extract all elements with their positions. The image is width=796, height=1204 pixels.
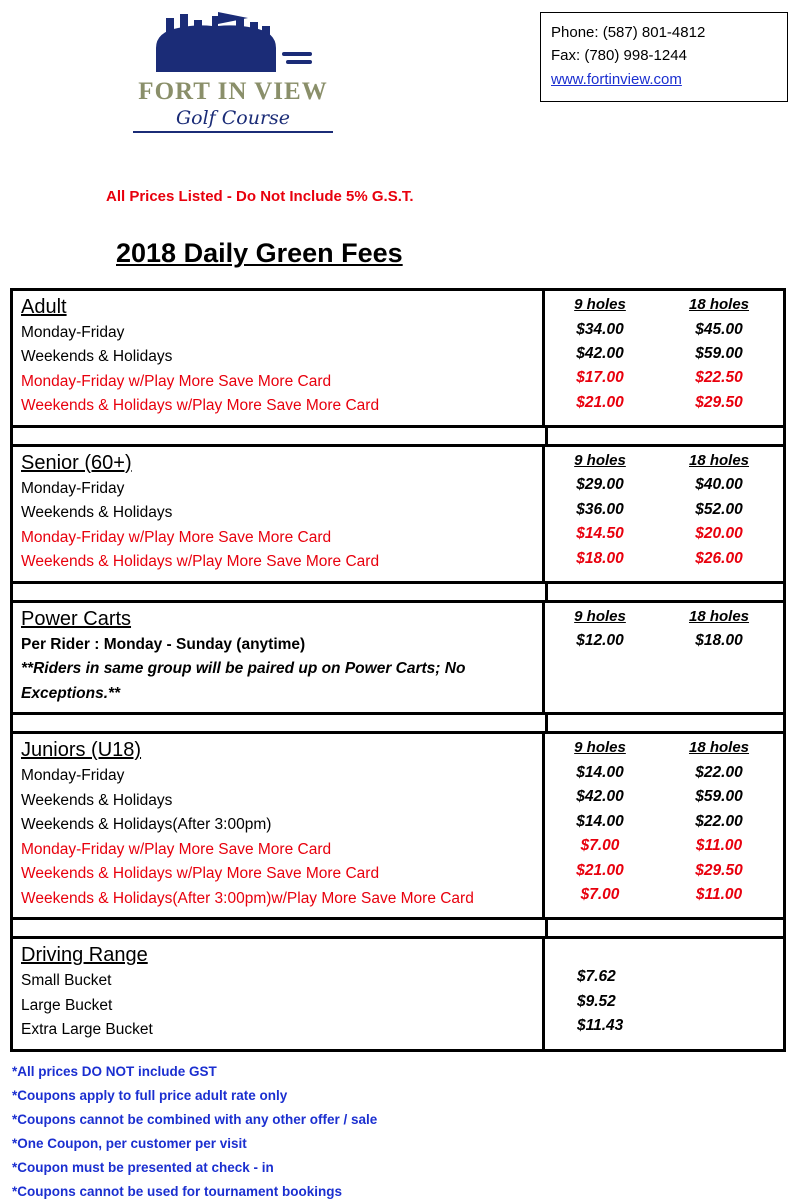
price-18: $59.00: [695, 788, 743, 806]
section-driving-range: [13, 939, 783, 1048]
row-label: Weekends & Holidays: [21, 348, 173, 366]
gst-note: All Prices Listed - Do Not Include 5% G.S.T.: [106, 188, 414, 205]
divider-right: [548, 428, 783, 444]
price-18: $11.00: [695, 837, 743, 855]
category-title: Power Carts: [21, 607, 132, 630]
row-label: Monday-Friday: [21, 324, 125, 341]
price-9: $14.00: [576, 812, 624, 830]
footnote-item: *All prices DO NOT include GST: [12, 1064, 217, 1079]
price-9: $7.00: [580, 837, 620, 855]
price-row: [545, 391, 783, 415]
price-9: $18.00: [576, 549, 624, 567]
price-row: [545, 498, 783, 522]
price-row: [545, 366, 783, 390]
section-divider: [13, 920, 783, 939]
price-9: $14.00: [576, 763, 624, 781]
row-label: Weekends & Holidays: [21, 504, 173, 522]
price-row: [545, 522, 783, 546]
fee-table: [10, 288, 786, 1052]
price-18: $40.00: [695, 476, 743, 494]
footnote-item: *Coupons cannot be used for tournament bookings: [12, 1184, 343, 1200]
footnote-item: *Coupon must be presented at check - in: [12, 1160, 274, 1176]
price-18: $45.00: [695, 320, 743, 338]
category-title: Driving Range: [21, 944, 148, 967]
price-9: $34.00: [576, 320, 624, 338]
price-18: $26.00: [695, 549, 743, 567]
price-18: $52.00: [695, 500, 743, 518]
section-juniors-labels: [13, 734, 545, 917]
row-label: Weekends & Holidays(After 3:00pm): [21, 816, 272, 834]
logo-subtitle: Golf Course: [175, 106, 291, 129]
row-label: Monday-Friday w/Play More Save More Card: [21, 528, 332, 546]
price-value: $11.43: [577, 1017, 624, 1035]
price-9: $42.00: [576, 788, 624, 806]
col-9-holes: 9 holes: [574, 296, 626, 313]
price-9: $42.00: [576, 344, 624, 362]
row-note: **Riders in same group will be paired up on Power Carts; No Exceptions.**: [21, 660, 466, 702]
website-link[interactable]: www.fortinview.com: [551, 70, 682, 88]
price-9: $36.00: [576, 500, 624, 518]
footnote-item: *One Coupon, per customer per visit: [12, 1136, 247, 1152]
section-juniors: [13, 734, 783, 920]
price-9: $17.00: [576, 369, 624, 387]
price-row: [545, 342, 783, 366]
price-18: $22.00: [695, 812, 743, 830]
price-9: $14.50: [576, 525, 624, 543]
col-18-holes: 18 holes: [688, 607, 750, 625]
price-row: [545, 883, 783, 907]
price-row: [545, 629, 783, 653]
page-title: 2018 Daily Green Fees: [116, 238, 403, 268]
col-9-holes: 9 holes: [574, 739, 626, 757]
category-title: Senior (60+): [21, 451, 132, 474]
row-label: Monday-Friday w/Play More Save More Card: [21, 372, 332, 390]
section-senior-labels: [13, 447, 545, 581]
fax-text: Fax: (780) 998-1244: [551, 47, 687, 65]
price-row: [545, 785, 783, 809]
price-spacer: [545, 943, 783, 965]
row-label: Weekends & Holidays w/Play More Save More Card: [21, 865, 380, 883]
document-header: [0, 0, 796, 268]
category-title: Adult: [21, 296, 67, 318]
castle-skyline-icon: [136, 8, 331, 76]
category-title: Juniors (U18): [21, 739, 142, 762]
section-power-carts: [13, 603, 783, 715]
col-18-holes: 18 holes: [688, 451, 750, 469]
price-row: [545, 859, 783, 883]
col-9-holes: 9 holes: [574, 607, 626, 625]
price-18: $22.50: [695, 369, 743, 387]
logo-name: FORT IN VIEW: [138, 78, 328, 105]
price-row: [545, 473, 783, 497]
divider-left: [13, 428, 548, 444]
price-header-row: [545, 738, 783, 758]
col-18-holes: 18 holes: [688, 296, 750, 313]
footnote-item: *Coupons cannot be combined with any other offer / sale: [12, 1112, 378, 1128]
row-label: Large Bucket: [21, 996, 113, 1014]
section-juniors-prices: [545, 734, 783, 917]
row-label: Extra Large Bucket: [21, 1021, 153, 1039]
row-label: Weekends & Holidays w/Play More Save More Card: [21, 553, 380, 571]
price-header-row: [545, 607, 783, 627]
phone-text: Phone: (587) 801-4812: [551, 24, 706, 41]
price-9: $7.00: [580, 886, 620, 904]
price-18: $29.50: [695, 393, 743, 411]
price-row: [545, 761, 783, 785]
section-adult-labels: [13, 291, 545, 425]
logo: [118, 8, 348, 133]
price-header-row: [545, 295, 783, 315]
price-18: $29.50: [695, 861, 743, 879]
row-label: Weekends & Holidays(After 3:00pm)w/Play More Save More Card: [21, 889, 474, 907]
row-label: Weekends & Holidays w/Play More Save More Card: [21, 397, 380, 415]
price-value: $7.62: [577, 968, 616, 986]
row-label: Monday-Friday w/Play More Save More Card: [21, 840, 332, 858]
section-adult-prices: [545, 291, 783, 425]
col-18-holes: 18 holes: [688, 739, 750, 757]
logo-divider: [133, 131, 333, 133]
price-row: [545, 318, 783, 342]
price-9: $29.00: [576, 476, 624, 494]
price-9: $21.00: [576, 861, 624, 879]
price-row: [545, 834, 783, 858]
row-label: Monday-Friday: [21, 767, 125, 785]
footnotes: [12, 1060, 377, 1204]
divider-left: [13, 584, 548, 600]
row-label: Weekends & Holidays: [21, 791, 173, 809]
price-header-row: [545, 451, 783, 471]
divider-left: [13, 715, 548, 731]
row-label: Monday-Friday: [21, 479, 125, 497]
section-divider: [13, 715, 783, 734]
section-driving-range-labels: [13, 939, 545, 1048]
price-18: $59.00: [695, 344, 743, 362]
footnote-item: *Coupons apply to full price adult rate only: [12, 1088, 288, 1104]
divider-right: [548, 715, 783, 731]
contact-box: [540, 12, 788, 102]
section-divider: [13, 584, 783, 603]
row-label: Per Rider : Monday - Sunday (anytime): [21, 635, 306, 653]
divider-left: [13, 920, 548, 936]
row-label: Small Bucket: [21, 972, 112, 990]
section-adult: [13, 291, 783, 428]
price-18: $22.00: [695, 763, 743, 781]
price-18: $18.00: [695, 632, 743, 650]
price-row: [545, 810, 783, 834]
section-driving-range-prices: [545, 939, 783, 1048]
price-18: $20.00: [695, 525, 743, 543]
divider-right: [548, 584, 783, 600]
section-power-carts-prices: [545, 603, 783, 712]
section-divider: [13, 428, 783, 447]
price-9: $21.00: [576, 393, 624, 411]
section-senior: [13, 447, 783, 584]
section-power-carts-labels: [13, 603, 545, 712]
price-9: $12.00: [576, 632, 624, 650]
divider-right: [548, 920, 783, 936]
price-value: $9.52: [577, 992, 616, 1010]
section-senior-prices: [545, 447, 783, 581]
col-9-holes: 9 holes: [574, 451, 626, 469]
price-18: $11.00: [695, 886, 743, 904]
price-row: [545, 547, 783, 571]
